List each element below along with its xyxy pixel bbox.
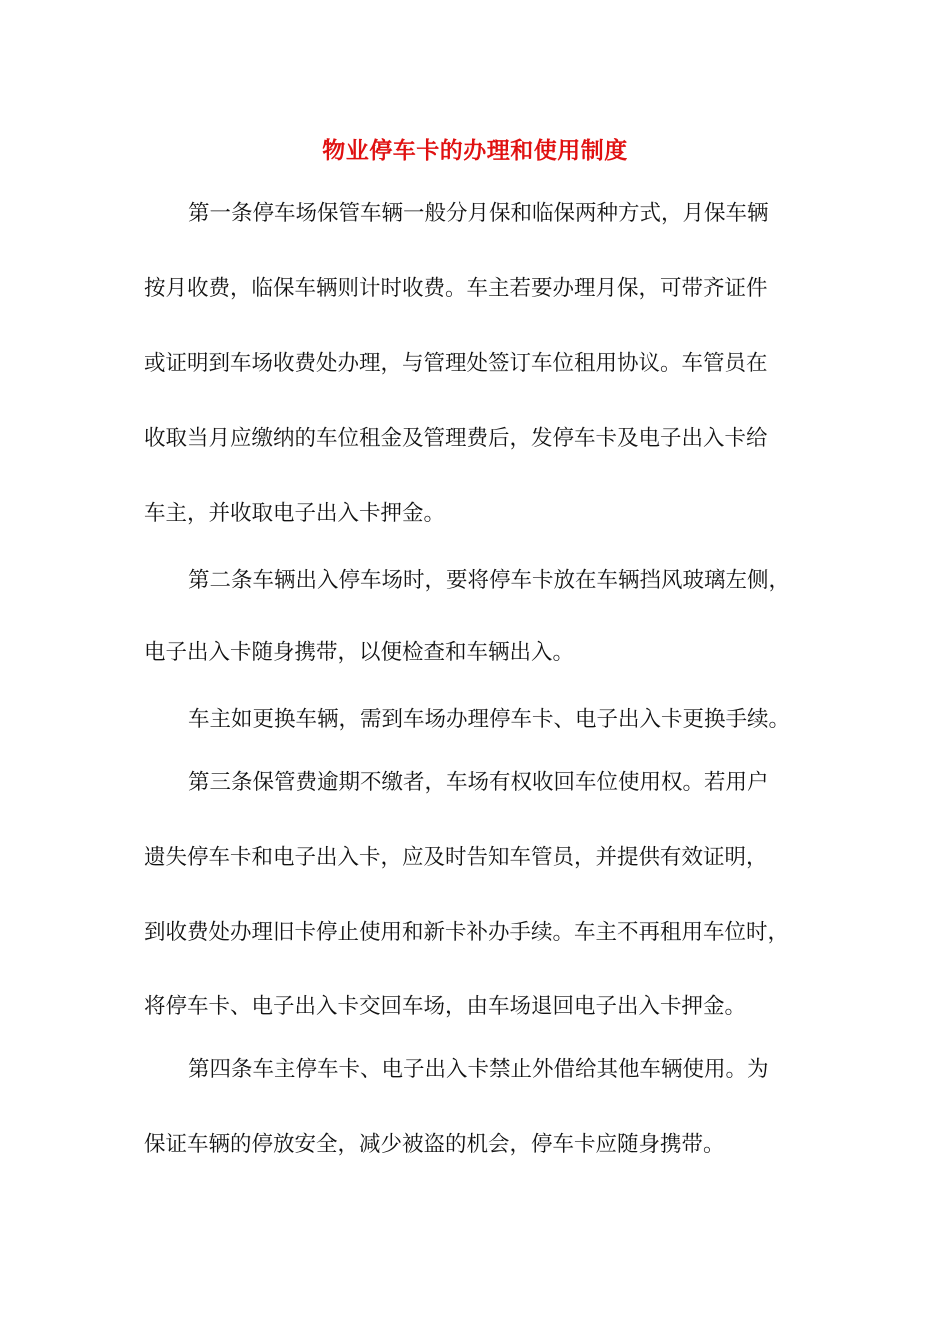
paragraph-1-line-3: 或证明到车场收费处办理，与管理处签订车位租用协议。车管员在 xyxy=(144,351,768,376)
paragraph-5-line-1: 第四条车主停车卡、电子出入卡禁止外借给其他车辆使用。为 xyxy=(188,1057,769,1082)
paragraph-4-line-4: 将停车卡、电子出入卡交回车场，由车场退回电子出入卡押金。 xyxy=(144,994,747,1019)
paragraph-4-line-2: 遗失停车卡和电子出入卡，应及时告知车管员，并提供有效证明， xyxy=(144,845,768,870)
paragraph-1-line-1: 第一条停车场保管车辆一般分月保和临保两种方式，月保车辆 xyxy=(188,201,769,226)
document-title: 物业停车卡的办理和使用制度 xyxy=(322,138,628,164)
paragraph-1-line-5: 车主，并收取电子出入卡押金。 xyxy=(144,501,446,526)
paragraph-2-line-2: 电子出入卡随身携带，以便检查和车辆出入。 xyxy=(144,640,575,665)
paragraph-1-line-4: 收取当月应缴纳的车位租金及管理费后，发停车卡及电子出入卡给 xyxy=(144,426,768,451)
paragraph-4-line-1: 第三条保管费逾期不缴者，车场有权收回车位使用权。若用户 xyxy=(188,770,769,795)
paragraph-1-line-2: 按月收费，临保车辆则计时收费。车主若要办理月保，可带齐证件 xyxy=(144,276,768,301)
paragraph-4-line-3: 到收费处办理旧卡停止使用和新卡补办手续。车主不再租用车位时， xyxy=(144,920,790,945)
paragraph-5-line-2: 保证车辆的停放安全，减少被盗的机会，停车卡应随身携带。 xyxy=(144,1132,725,1157)
paragraph-2-line-1: 第二条车辆出入停车场时，要将停车卡放在车辆挡风玻璃左侧， xyxy=(188,568,791,593)
paragraph-3-line-1: 车主如更换车辆，需到车场办理停车卡、电子出入卡更换手续。 xyxy=(188,707,791,732)
